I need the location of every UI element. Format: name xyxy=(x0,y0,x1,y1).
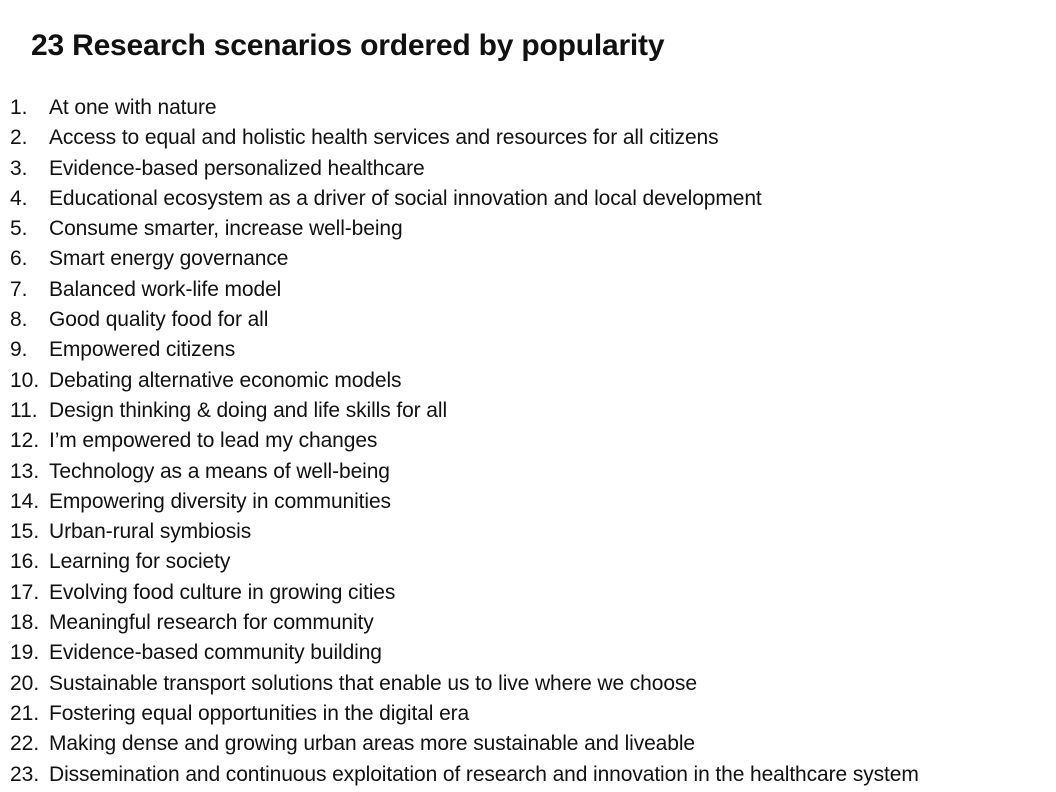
item-number: 17. xyxy=(10,580,40,604)
item-text: Access to equal and holistic health services and resources for all citizens xyxy=(49,126,719,150)
item-text: Smart energy governance xyxy=(49,247,289,271)
item-text: Design thinking & doing and life skills for all xyxy=(49,398,448,422)
scenario-list xyxy=(10,93,919,790)
item-number: 7. xyxy=(10,277,28,301)
item-number: 10. xyxy=(10,368,40,392)
list-item xyxy=(10,184,919,214)
list-item xyxy=(10,396,919,426)
item-text: At one with nature xyxy=(49,96,217,119)
list-item xyxy=(10,547,919,577)
item-text: Meaningful research for community xyxy=(49,611,374,635)
list-item xyxy=(10,517,919,547)
item-number: 11. xyxy=(10,398,38,422)
item-number: 2. xyxy=(10,126,28,150)
item-number: 9. xyxy=(10,338,28,362)
item-number: 5. xyxy=(10,217,28,241)
item-number: 16. xyxy=(10,550,40,574)
list-item xyxy=(10,214,919,244)
item-number: 6. xyxy=(10,247,28,271)
item-number: 19. xyxy=(10,641,40,665)
item-text: Empowering diversity in communities xyxy=(49,489,391,513)
item-text: Balanced work-life model xyxy=(49,277,282,301)
list-item xyxy=(10,487,919,517)
item-number: 3. xyxy=(10,156,28,180)
item-number: 21. xyxy=(10,701,40,725)
list-item xyxy=(10,760,919,790)
item-number: 8. xyxy=(10,308,28,332)
list-item xyxy=(10,335,919,365)
item-number: 14. xyxy=(10,489,40,513)
list-item xyxy=(10,699,919,729)
slide-title: 23 Research scenarios ordered by popularity xyxy=(31,29,665,62)
item-number: 15. xyxy=(10,520,40,544)
list-item xyxy=(10,93,919,123)
list-item xyxy=(10,154,919,184)
item-text: Evidence-based personalized healthcare xyxy=(49,156,425,180)
list-item xyxy=(10,305,919,335)
list-item xyxy=(10,669,919,699)
item-number: 20. xyxy=(10,671,40,695)
item-text: I’m empowered to lead my changes xyxy=(49,429,378,453)
item-number: 23. xyxy=(10,762,40,786)
item-text: Fostering equal opportunities in the digital era xyxy=(49,701,470,725)
item-number: 1. xyxy=(10,96,28,119)
list-item xyxy=(10,608,919,638)
list-item xyxy=(10,275,919,305)
item-text: Learning for society xyxy=(49,550,231,574)
item-text: Good quality food for all xyxy=(49,308,269,332)
item-number: 18. xyxy=(10,611,40,635)
list-item xyxy=(10,244,919,274)
list-item xyxy=(10,123,919,153)
item-text: Urban-rural symbiosis xyxy=(49,520,252,544)
item-text: Technology as a means of well-being xyxy=(49,459,390,483)
item-text: Evidence-based community building xyxy=(49,641,382,665)
item-text: Debating alternative economic models xyxy=(49,368,402,392)
list-item xyxy=(10,457,919,487)
item-text: Consume smarter, increase well-being xyxy=(49,217,403,241)
item-text: Evolving food culture in growing cities xyxy=(49,580,396,604)
item-number: 4. xyxy=(10,186,28,210)
list-item xyxy=(10,426,919,456)
list-item xyxy=(10,366,919,396)
item-text: Empowered citizens xyxy=(49,338,236,362)
item-number: 13. xyxy=(10,459,40,483)
item-number: 22. xyxy=(10,732,40,756)
list-item xyxy=(10,638,919,668)
item-text: Dissemination and continuous exploitation of research and innovation in the healthcare system xyxy=(49,762,919,786)
item-number: 12. xyxy=(10,429,40,453)
item-text: Making dense and growing urban areas more sustainable and liveable xyxy=(49,732,695,756)
list-item xyxy=(10,578,919,608)
item-text: Sustainable transport solutions that enable us to live where we choose xyxy=(49,671,697,695)
item-text: Educational ecosystem as a driver of social innovation and local development xyxy=(49,186,762,210)
list-item xyxy=(10,729,919,759)
